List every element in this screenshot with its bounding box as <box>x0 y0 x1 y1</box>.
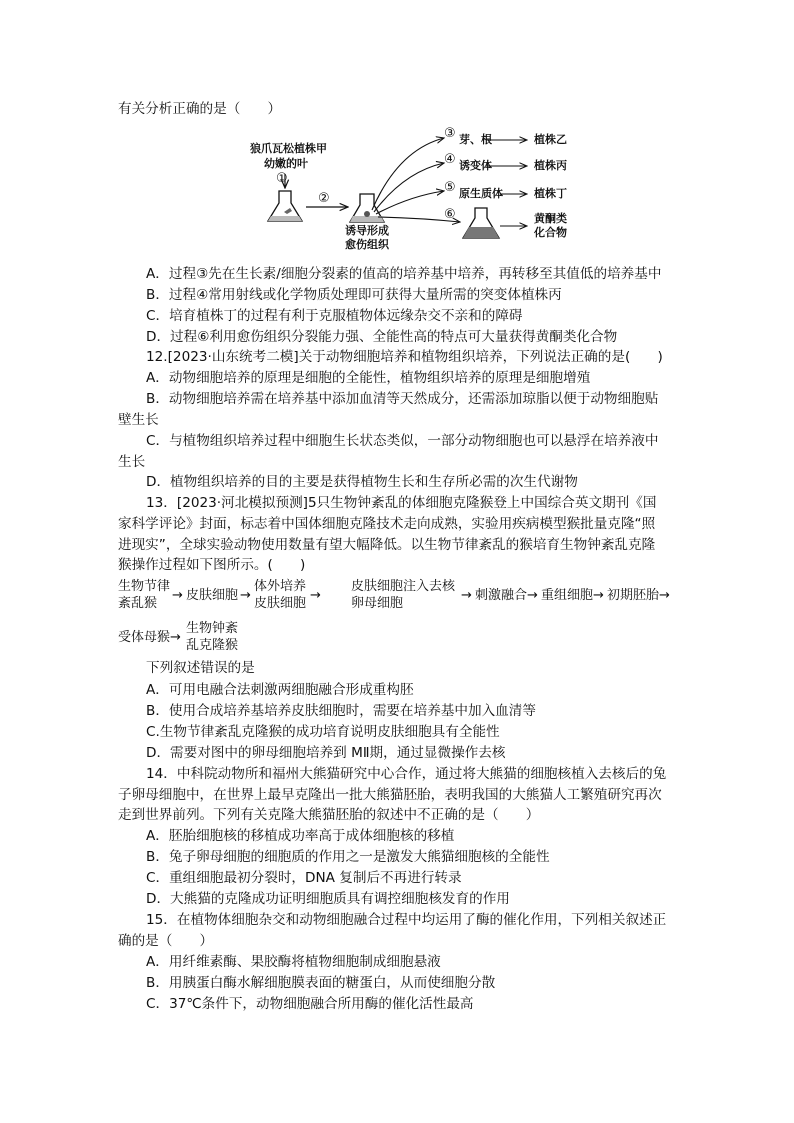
diagram-step-2: ② <box>318 191 330 206</box>
diagram-out-6-top: 黄酮类 <box>534 212 567 225</box>
flask-2-icon <box>350 194 384 222</box>
flask-1-icon <box>268 191 302 221</box>
q12-option-b-line1: B．动物细胞培养需在培养基中添加血清等天然成分，还需添加琼脂以便于动物细胞贴 <box>146 391 659 407</box>
q13-stem-line2: 家科学评论》封面，标志着中国体细胞克隆技术走向成熟，实验用疾病模型猴批量克隆“照 <box>118 516 656 532</box>
q13-ask: 下列叙述错误的是 <box>146 660 255 676</box>
diagram-source-bottom: 幼嫩的叶 <box>264 157 308 170</box>
flow-arrow-4: → <box>461 588 472 603</box>
flow-node-9-bottom: 乱克隆猴 <box>186 638 239 653</box>
flow-node-8: 受体母猴 <box>118 630 171 645</box>
flow-arrow-8: → <box>170 630 181 645</box>
q14-stem-line2: 子卵母细胞中，在世界上最早克隆出一批大熊猫胚胎，表明我国的大熊猫人工繁殖研究再次 <box>118 787 662 803</box>
diagram-mid-4: 诱变体 <box>459 159 492 172</box>
q12-option-d: D．植物组织培养的目的主要是获得植物生长和生存所必需的次生代谢物 <box>146 474 578 490</box>
diagram-source-top: 狼爪瓦松植株甲 <box>250 142 327 155</box>
q12-option-b-line2: 壁生长 <box>118 412 159 428</box>
q13-stem-line3: 进现实”，全球实验动物使用数量有望大幅降低。以生物节律紊乱的猴培育生物钟紊乱克隆 <box>118 537 656 553</box>
flow-node-2: 皮肤细胞 <box>186 588 239 603</box>
q11-option-b: B．过程④常用射线或化学物质处理即可获得大量所需的突变体植株丙 <box>146 287 562 303</box>
flow-arrow-3: → <box>310 588 321 603</box>
q12-option-c-line2: 生长 <box>118 454 146 470</box>
flow-node-3-bottom: 皮肤细胞 <box>254 596 307 611</box>
diagram-callus-bottom: 愈伤组织 <box>345 238 389 251</box>
flow-node-5: 刺激融合 <box>475 588 528 603</box>
q11-option-d: D．过程⑥利用愈伤组织分裂能力强、全能性高的特点可大量获得黄酮类化合物 <box>146 329 618 345</box>
diagram-step-1: ① <box>276 171 288 186</box>
flow-node-1-top: 生物节律 <box>118 579 171 594</box>
q14-stem-line1: 14．中科院动物所和福州大熊猫研究中心合作，通过将大熊猫的细胞核植入去核后的兔 <box>146 766 667 782</box>
diagram-out-6-bottom: 化合物 <box>534 226 567 239</box>
q15-option-a: A．用纤维素酶、果胶酶将植物细胞制成细胞悬液 <box>146 954 441 970</box>
q12-option-c-line1: C．与植物组织培养过程中细胞生长状态类似，一部分动物细胞也可以悬浮在培养液中 <box>146 433 659 449</box>
q14-stem-line3: 走到世界前列。下列有关克隆大熊猫胚胎的叙述中不正确的是（ ） <box>118 807 540 823</box>
flow-node-6: 重组细胞 <box>541 588 594 603</box>
q15-option-b: B．用胰蛋白酶水解细胞膜表面的糖蛋白，从而使细胞分散 <box>146 975 496 991</box>
q13-option-b: B．使用合成培养基培养皮肤细胞时，需要在培养基中加入血清等 <box>146 703 536 719</box>
diagram-step-4: ④ <box>444 152 456 167</box>
diagram-callus-top: 诱导形成 <box>345 224 389 237</box>
flow-node-4-top: 皮肤细胞注入去核 <box>351 579 456 594</box>
flow-arrow-6: → <box>593 588 604 603</box>
q13-stem-line1: 13．[2023·河北模拟预测]5只生物钟紊乱的体细胞克隆猴登上中国综合英文期刊《国 <box>146 495 657 511</box>
flow-node-3-top: 体外培养 <box>254 579 307 594</box>
q15-option-c: C．37℃条件下，动物细胞融合所用酶的催化活性最高 <box>146 996 474 1012</box>
q11-option-c: C．培育植株丁的过程有利于克服植物体远缘杂交不亲和的障碍 <box>146 308 523 324</box>
diagram-out-4: 植株丙 <box>534 159 567 172</box>
q12-stem: 12.[2023·山东统考二模]关于动物细胞培养和植物组织培养，下列说法正确的是( ) <box>146 349 663 365</box>
q11-option-a: A．过程③先在生长素/细胞分裂素的值高的培养基中培养，再转移至其值低的培养基中 <box>146 266 662 282</box>
q15-stem-line1: 15．在植物体细胞杂交和动物细胞融合过程中均运用了酶的催化作用，下列相关叙述正 <box>146 912 667 928</box>
diagram-mid-5: 原生质体 <box>459 187 503 200</box>
flow-arrow-7: → <box>659 588 670 603</box>
q13-stem-line4: 猴操作过程如下图所示。( ) <box>118 557 306 573</box>
diagram-mid-3: 芽、根 <box>459 133 492 146</box>
flow-node-9-top: 生物钟紊 <box>186 621 239 636</box>
flask-3-icon <box>463 208 499 238</box>
q14-option-b: B．兔子卵母细胞的细胞质的作用之一是激发大熊猫细胞核的全能性 <box>146 849 550 865</box>
q11-stem: 有关分析正确的是（ ） <box>118 101 282 117</box>
diagram-step-6: ⑥ <box>444 207 456 222</box>
q13-option-a: A．可用电融合法刺激两细胞融合形成重构胚 <box>146 682 414 698</box>
flow-node-7: 初期胚胎 <box>607 588 660 603</box>
flow-arrow-1: → <box>172 588 183 603</box>
flow-arrow-2: → <box>240 588 251 603</box>
flow-arrow-5: → <box>527 588 538 603</box>
diagram-step-3: ③ <box>444 126 456 141</box>
q12-option-a: A．动物细胞培养的原理是细胞的全能性，植物组织培养的原理是细胞增殖 <box>146 370 591 386</box>
q13-option-c: C.生物节律紊乱克隆猴的成功培育说明皮肤细胞具有全能性 <box>146 724 500 740</box>
diagram-out-5: 植株丁 <box>534 187 567 200</box>
diagram-out-3: 植株乙 <box>534 133 567 146</box>
q14-option-d: D．大熊猫的克隆成功证明细胞质具有调控细胞核发育的作用 <box>146 891 510 907</box>
q14-option-c: C．重组细胞最初分裂时，DNA 复制后不再进行转录 <box>146 870 462 886</box>
flow-node-1-bottom: 紊乱猴 <box>118 596 158 611</box>
q13-option-d: D．需要对图中的卵母细胞培养到 MⅡ期，通过显微操作去核 <box>146 745 506 761</box>
q15-stem-line2: 确的是（ ） <box>118 933 214 949</box>
flow-node-4-bottom: 卵母细胞 <box>351 596 404 611</box>
diagram-step-5: ⑤ <box>444 180 456 195</box>
q14-option-a: A．胚胎细胞核的移植成功率高于成体细胞核的移植 <box>146 828 455 844</box>
